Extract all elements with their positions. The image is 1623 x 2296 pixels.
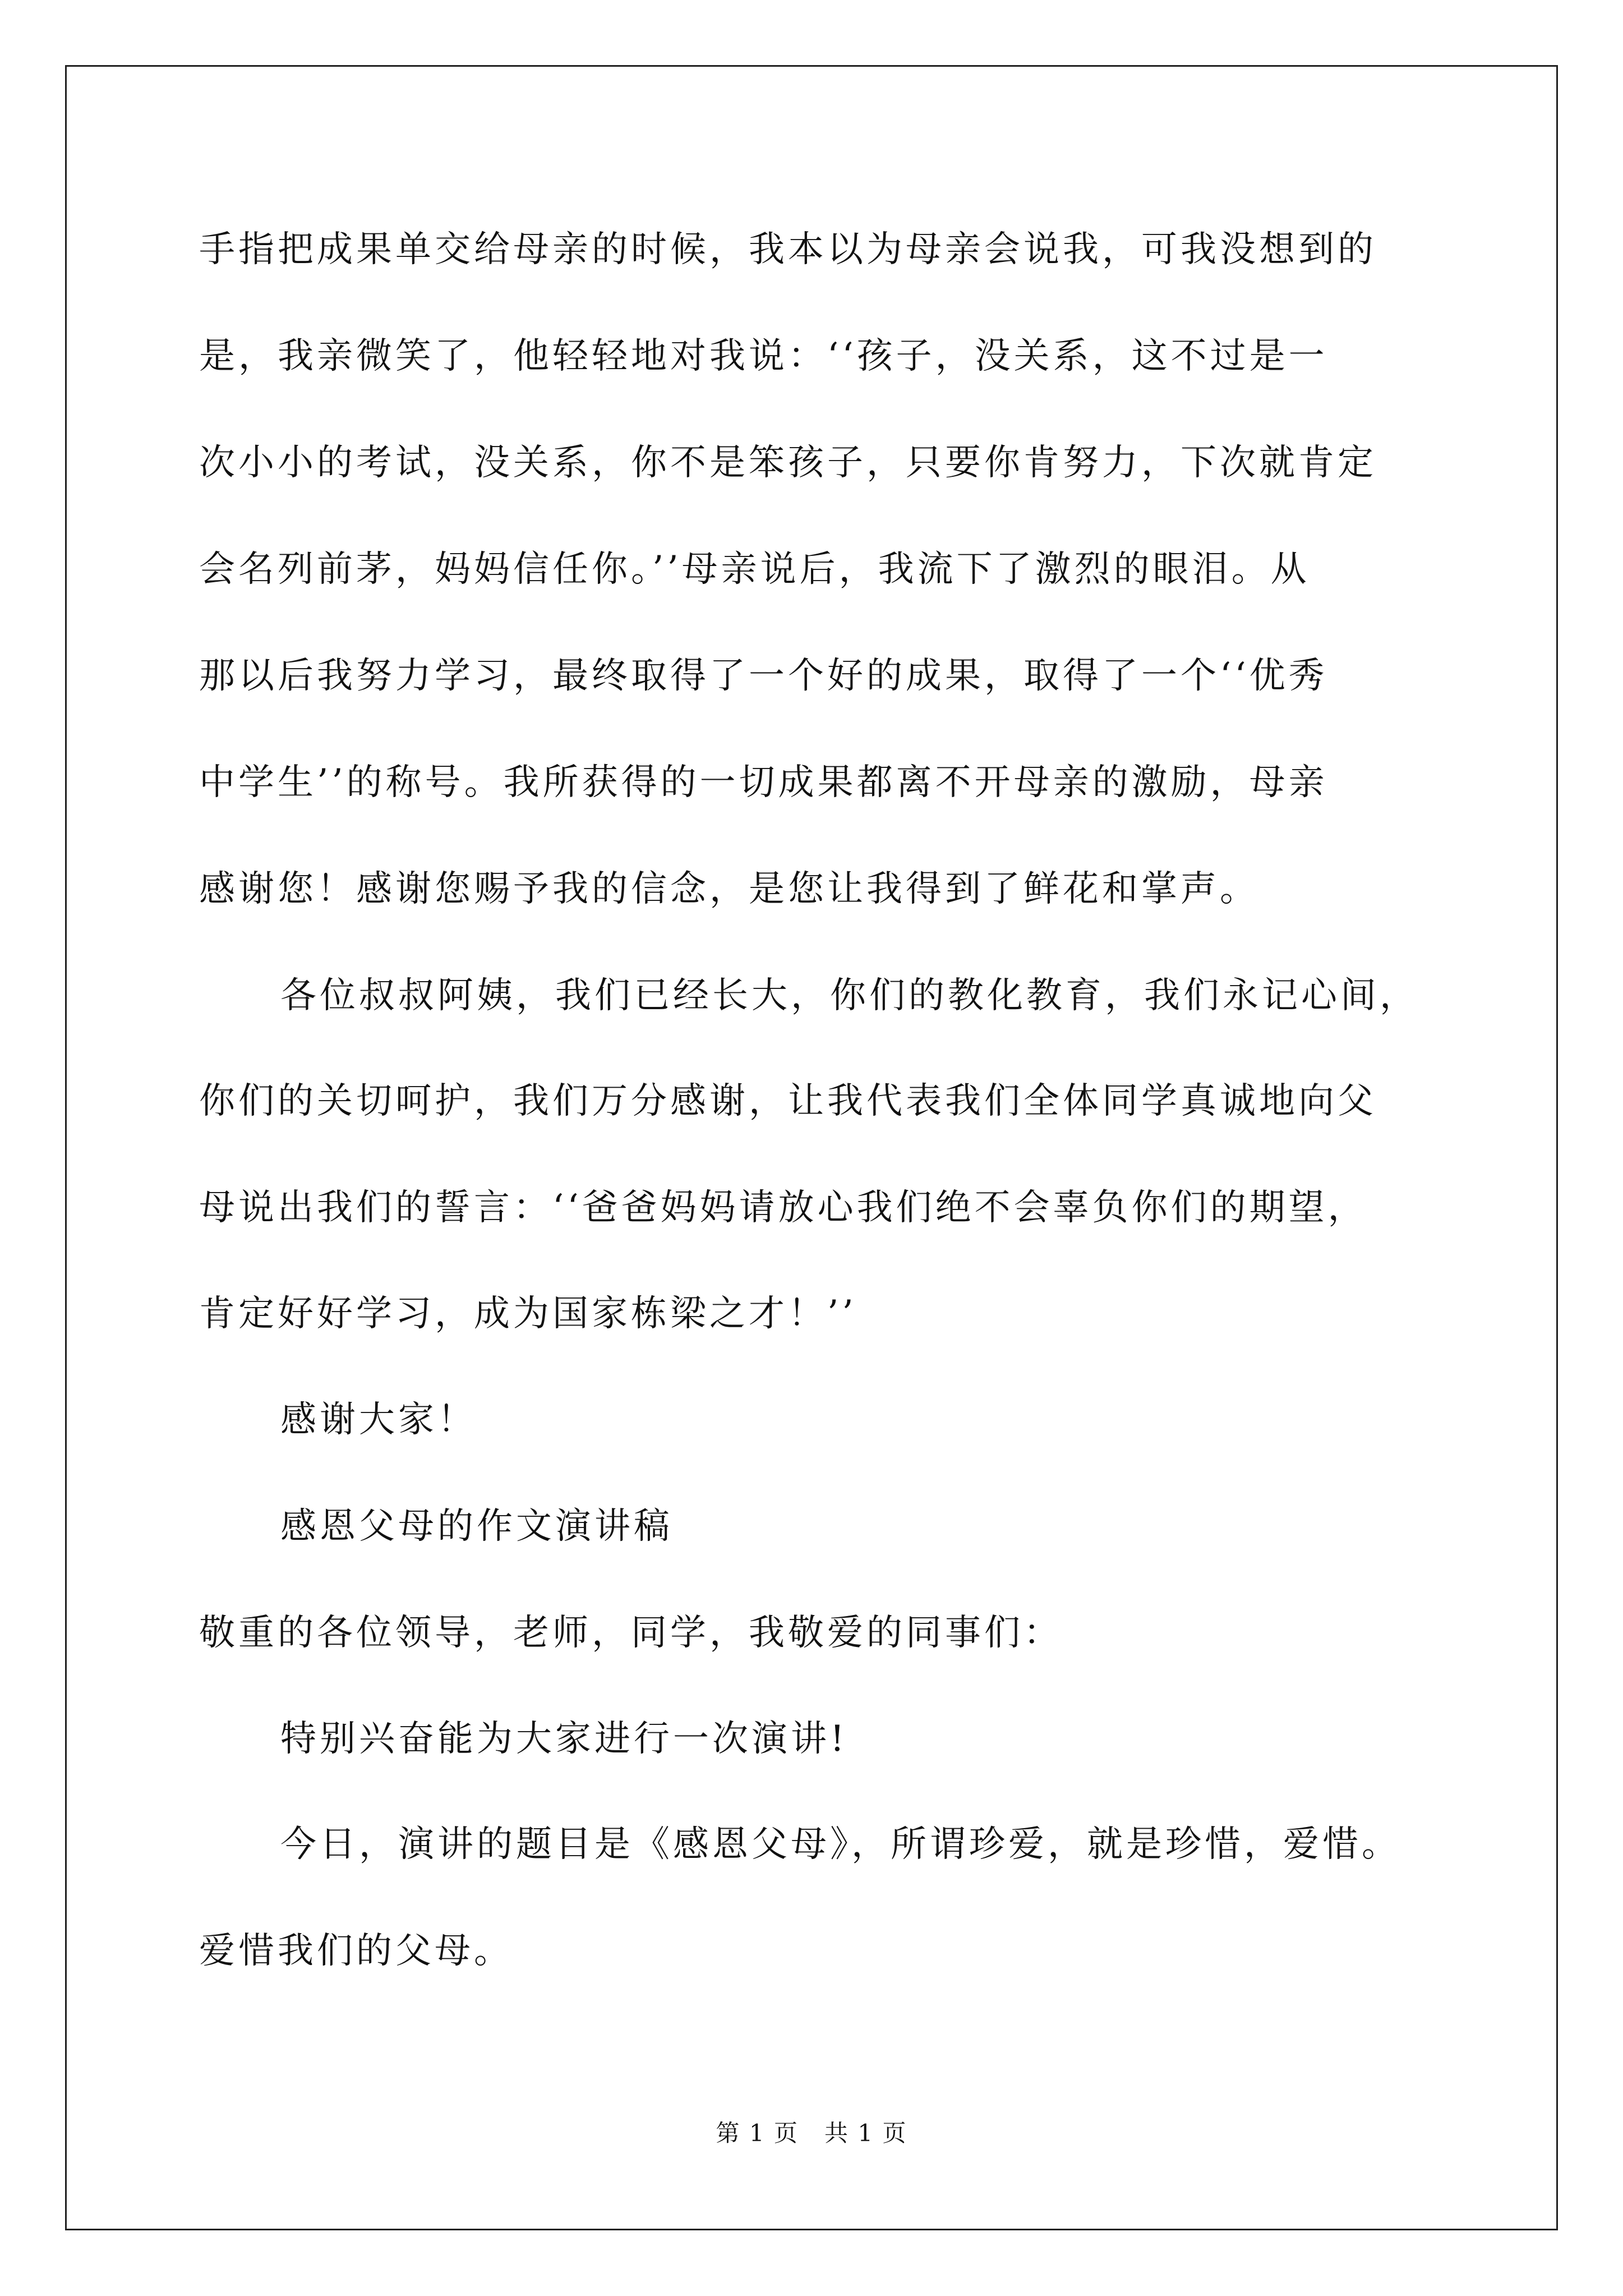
text-line: 肯定好好学习，成为国家栋梁之才！’’ [199,1293,857,1335]
text-line: 次小小的考试，没关系，你不是笨孩子，只要你肯努力，下次就肯定 [199,442,1377,484]
text-line: 母说出我们的誓言：‘‘爸爸妈妈请放心我们绝不会辜负你们的期望， [199,1187,1367,1228]
closing-line: 感谢大家！ [280,1399,477,1441]
text-line: 今日，演讲的题目是《感恩父母》，所谓珍爱，就是珍惜，爱惜。 [280,1824,1401,1865]
section-title: 感恩父母的作文演讲稿 [280,1506,673,1547]
text-line: 那以后我努力学习，最终取得了一个好的成果，取得了一个‘‘优秀 [199,655,1328,697]
page-footer: 第 1 页 共 1 页 [716,2119,907,2147]
text-line: 特别兴奋能为大家进行一次演讲! [280,1718,848,1760]
text-line: 你们的关切呵护，我们万分感谢，让我代表我们全体同学真诚地向父 [199,1080,1377,1122]
text-line: 是，我亲微笑了，他轻轻地对我说：‘‘孩子，没关系，这不过是一 [199,335,1328,377]
page-border [65,65,1558,2230]
text-line: 爱惜我们的父母。 [199,1930,513,1972]
text-line: 会名列前茅，妈妈信任你。’’母亲说后，我流下了激烈的眼泪。从 [199,549,1310,590]
text-line: 手指把成果单交给母亲的时候，我本以为母亲会说我，可我没想到的 [199,229,1377,270]
text-line: 中学生’’的称号。我所获得的一切成果都离不开母亲的激励，母亲 [199,762,1328,803]
salutation: 敬重的各位领导，老师，同学，我敬爱的同事们： [199,1612,1063,1654]
text-line: 感谢您！感谢您赐予我的信念，是您让我得到了鲜花和掌声。 [199,868,1259,910]
text-line: 各位叔叔阿姨，我们已经长大，你们的教化教育，我们永记心间， [280,975,1419,1016]
